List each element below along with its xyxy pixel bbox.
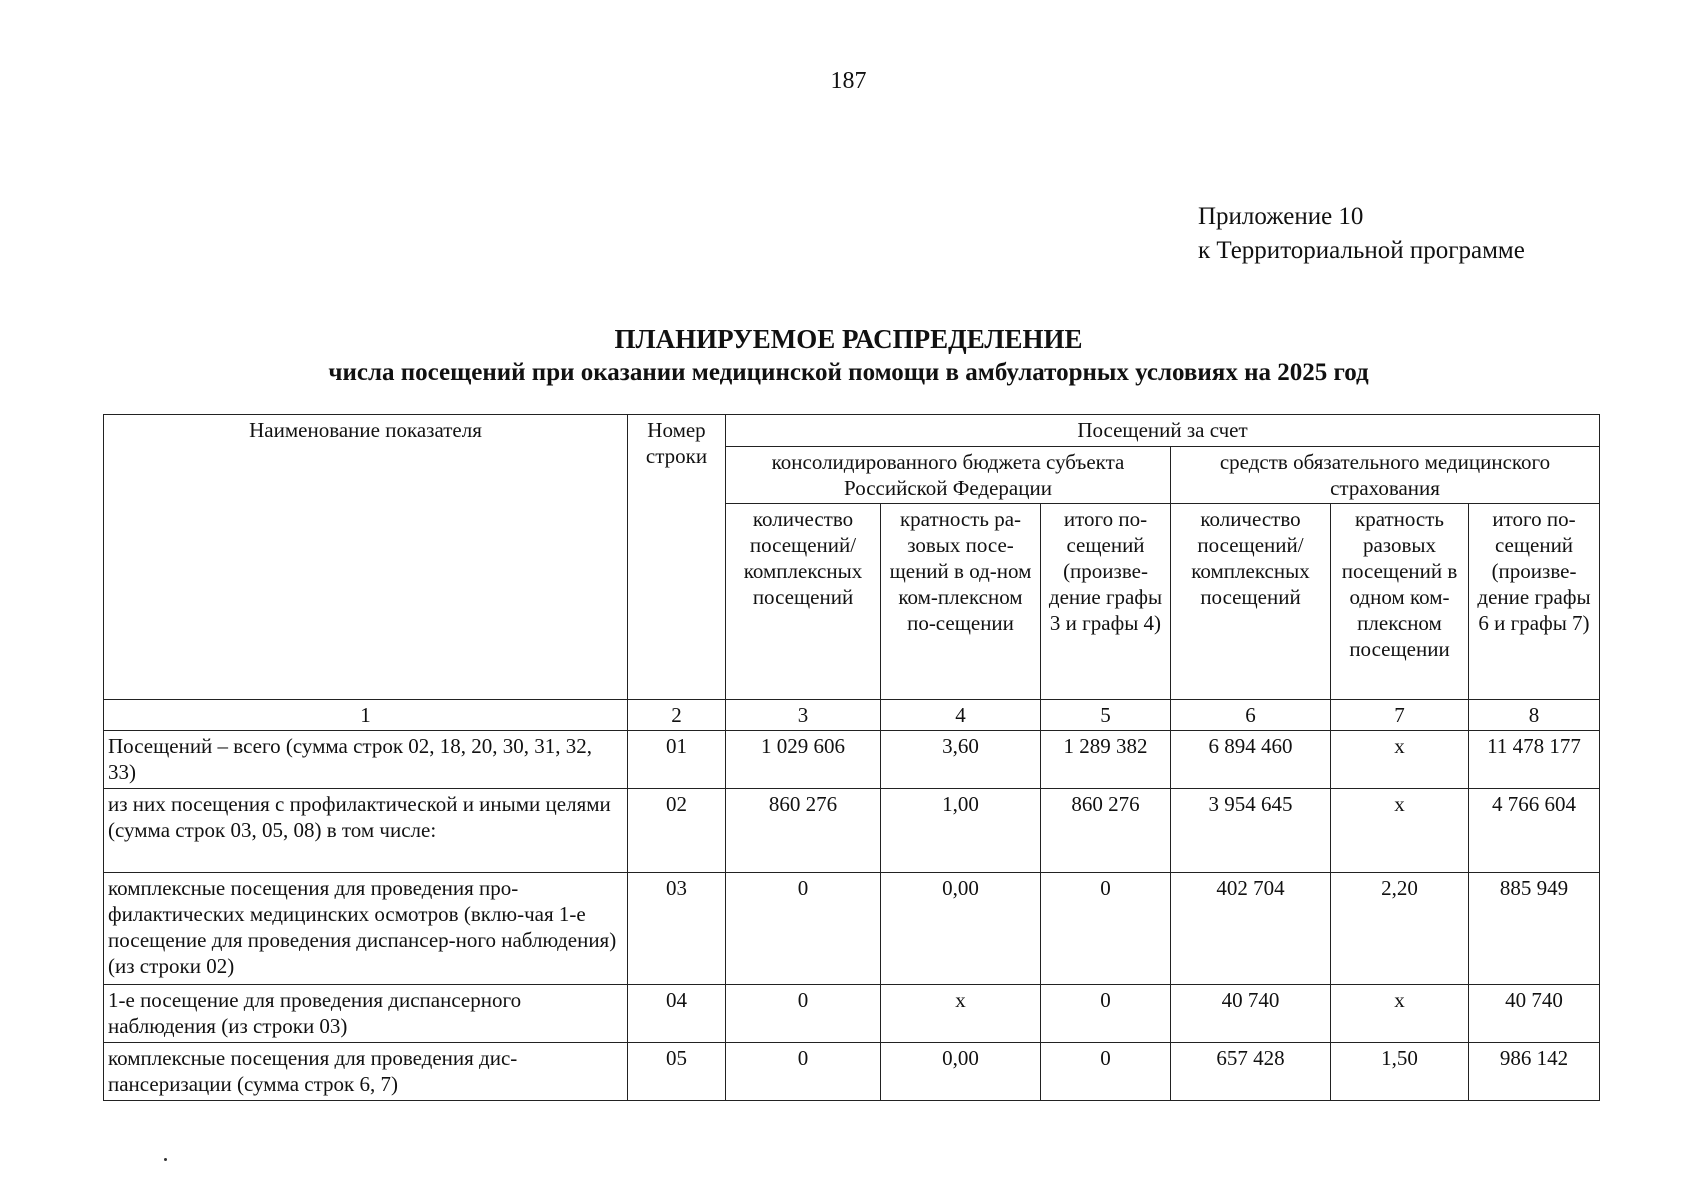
cell-col6: 657 428 bbox=[1171, 1043, 1331, 1101]
cell-col5: 0 bbox=[1041, 1043, 1171, 1101]
cell-col8: 11 478 177 bbox=[1469, 731, 1600, 789]
table-row bbox=[104, 1043, 1600, 1101]
column-number: 4 bbox=[881, 700, 1041, 731]
column-number: 1 bbox=[104, 700, 628, 731]
row-label: Посещений – всего (сумма строк 02, 18, 20, 30, 31, 32, 33) bbox=[104, 731, 628, 789]
cell-col7: x bbox=[1331, 731, 1469, 789]
title-main: ПЛАНИРУЕМОЕ РАСПРЕДЕЛЕНИЕ bbox=[614, 324, 1083, 354]
row-number: 04 bbox=[628, 985, 726, 1043]
cell-col4: 0,00 bbox=[881, 1043, 1041, 1101]
cell-col8: 4 766 604 bbox=[1469, 789, 1600, 873]
header-row-1 bbox=[104, 415, 1600, 447]
cell-col3: 1 029 606 bbox=[726, 731, 881, 789]
title-subtitle: числа посещений при оказании медицинской помощи в амбулаторных условиях на 2025 год bbox=[328, 359, 1369, 386]
row-number: 03 bbox=[628, 873, 726, 985]
cell-col5: 0 bbox=[1041, 985, 1171, 1043]
cell-col5: 1 289 382 bbox=[1041, 731, 1171, 789]
cell-col6: 3 954 645 bbox=[1171, 789, 1331, 873]
cell-col7: 2,20 bbox=[1331, 873, 1469, 985]
cell-col3: 0 bbox=[726, 873, 881, 985]
table-row bbox=[104, 789, 1600, 873]
page-number: 187 bbox=[830, 68, 867, 94]
header-col3: количество посещений/ комплексных посещений bbox=[726, 504, 881, 700]
cell-col6: 402 704 bbox=[1171, 873, 1331, 985]
cell-col7: 1,50 bbox=[1331, 1043, 1469, 1101]
cell-col3: 860 276 bbox=[726, 789, 881, 873]
table-row bbox=[104, 985, 1600, 1043]
cell-col8: 40 740 bbox=[1469, 985, 1600, 1043]
cell-col6: 40 740 bbox=[1171, 985, 1331, 1043]
header-col8: итого по-сещений (произве-дение графы 6 и графы 7) bbox=[1469, 504, 1600, 700]
appendix-line-1: Приложение 10 bbox=[1198, 203, 1364, 230]
table-row bbox=[104, 873, 1600, 985]
scan-speck bbox=[164, 1158, 167, 1161]
header-col6: количество посещений/ комплексных посещений bbox=[1171, 504, 1331, 700]
cell-col4: x bbox=[881, 985, 1041, 1043]
cell-col4: 1,00 bbox=[881, 789, 1041, 873]
cell-col5: 860 276 bbox=[1041, 789, 1171, 873]
row-label: комплексные посещения для проведения дис-пансеризации (сумма строк 6, 7) bbox=[104, 1043, 628, 1101]
header-indicator: Наименование показателя bbox=[104, 415, 628, 700]
cell-col6: 6 894 460 bbox=[1171, 731, 1331, 789]
header-row-number: Номер строки bbox=[628, 415, 726, 700]
header-oms-group: средств обязательного медицинского страхования bbox=[1171, 447, 1600, 504]
cell-col4: 0,00 bbox=[881, 873, 1041, 985]
column-number: 2 bbox=[628, 700, 726, 731]
header-visits-by: Посещений за счет bbox=[726, 415, 1600, 447]
column-number: 3 bbox=[726, 700, 881, 731]
appendix-line-2: к Территориальной программе bbox=[1198, 237, 1525, 264]
row-number: 02 bbox=[628, 789, 726, 873]
document-title bbox=[0, 322, 1697, 390]
row-label: 1-е посещение для проведения диспансерного наблюдения (из строки 03) bbox=[104, 985, 628, 1043]
column-number: 6 bbox=[1171, 700, 1331, 731]
cell-col3: 0 bbox=[726, 1043, 881, 1101]
visits-distribution-table bbox=[103, 414, 1600, 1101]
cell-col4: 3,60 bbox=[881, 731, 1041, 789]
row-number: 01 bbox=[628, 731, 726, 789]
header-col7: кратность разовых посещений в одном ком-плексном посещении bbox=[1331, 504, 1469, 700]
column-number: 7 bbox=[1331, 700, 1469, 731]
column-number-row bbox=[104, 700, 1600, 731]
cell-col5: 0 bbox=[1041, 873, 1171, 985]
row-number: 05 bbox=[628, 1043, 726, 1101]
row-label: комплексные посещения для проведения про-филактических медицинских осмотров (вклю-чая 1-е посещение для проведения диспансер-ного наблюдения) (из строки 02) bbox=[104, 873, 628, 985]
table-row bbox=[104, 731, 1600, 789]
row-label: из них посещения с профилактической и иными целями (сумма строк 03, 05, 08) в том числе: bbox=[104, 789, 628, 873]
header-col5: итого по-сещений (произве-дение графы 3 и графы 4) bbox=[1041, 504, 1171, 700]
header-budget-group: консолидированного бюджета субъекта Российской Федерации bbox=[726, 447, 1171, 504]
cell-col8: 885 949 bbox=[1469, 873, 1600, 985]
header-col4: кратность ра-зовых посе-щений в од-ном ком-плексном по-сещении bbox=[881, 504, 1041, 700]
cell-col3: 0 bbox=[726, 985, 881, 1043]
cell-col7: x bbox=[1331, 789, 1469, 873]
cell-col7: x bbox=[1331, 985, 1469, 1043]
column-number: 8 bbox=[1469, 700, 1600, 731]
cell-col8: 986 142 bbox=[1469, 1043, 1600, 1101]
appendix-note bbox=[1198, 200, 1525, 268]
column-number: 5 bbox=[1041, 700, 1171, 731]
